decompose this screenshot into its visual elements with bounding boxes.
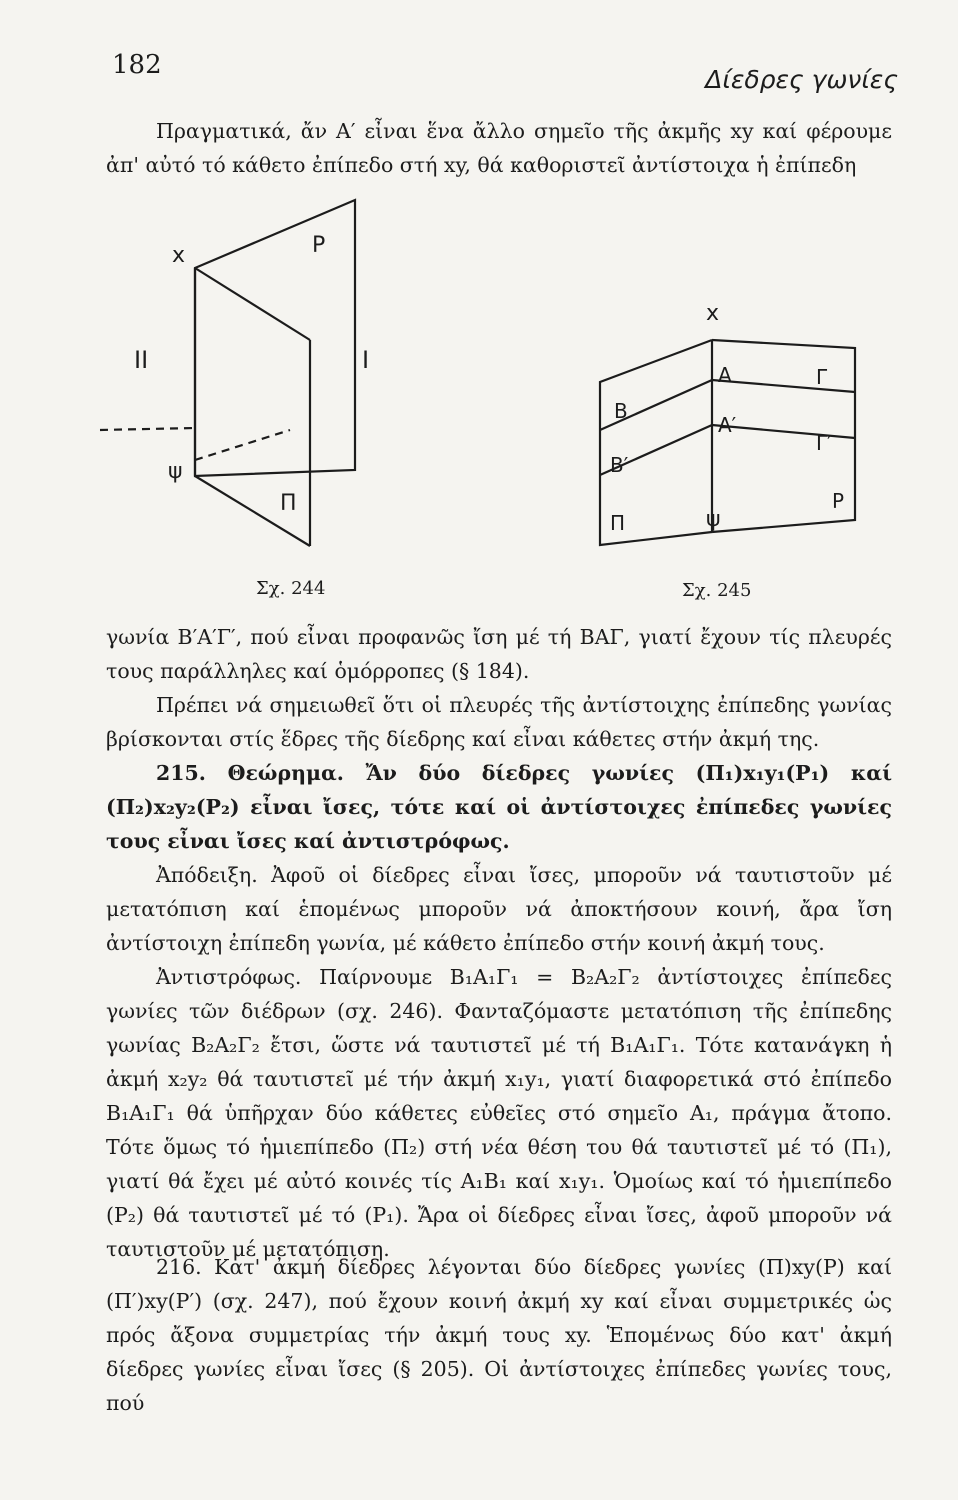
proof-paragraph: Ἀπόδειξη. Ἀφοῦ οἱ δίεδρες εἶναι ἴσες, μποροῦν νά ταυτιστοῦν μέ μετατόπιση καί ἑπομένως μποροῦν νά ἀποκτήσουν κοινή, ἄρα ἴση ἀντίστοιχη ἐπίπεδη γωνία, μέ κάθετο ἐπίπεδο στήν κοινή ἀκμή τους. xyxy=(106,863,892,955)
label-g: Γ xyxy=(816,365,828,389)
label-ii: II xyxy=(134,346,149,374)
figure-245 xyxy=(590,301,890,560)
label-y: ψ xyxy=(706,507,721,532)
label-a2: Α′ xyxy=(718,413,737,437)
converse-paragraph: Ἀντιστρόφως. Παίρνουμε Β₁Α₁Γ₁ = Β₂Α₂Γ₂ ἀντίστοιχες ἐπίπεδες γωνίες τῶν διέδρων (σχ. 246). Φανταζόμαστε μετατόπιση τῆς ἐπίπεδης γωνίας Β₂Α₂Γ₂ ἔτσι, ὥστε νά ταυτιστεῖ μέ τή Β₁Α₁Γ₁. Τότε κατανάγκη ἡ ἀκμή x₂y₂ θά ταυτιστεῖ μέ τήν ἀκμή x₁y₁, γιατί διαφορετικά στό ἐπίπεδο Β₁Α₁Γ₁ θά ὑπῆρχαν δύο κάθετες εὐθεῖες στό σημεῖο Α₁, πράγμα ἄτοπο. Τότε ὅμως τό ἡμιεπίπεδο (Π₂) στή νέα θέση του θά ταυτιστεῖ μέ τό (Π₁), γιατί θά ἔχει μέ αὐτό κοινές τίς Α₁Β₁ καί x₁y₁. Ὁμοίως καί τό ἡμιεπίπεδο (Ρ₂) θά ταυτιστεῖ μέ τό (Ρ₁). Ἄρα οἱ δίεδρες εἶναι ἴσες, ἀφοῦ μποροῦν νά ταυτιστοῦν μέ μετατόπιση. xyxy=(106,965,892,1261)
caption-245: Σχ. 245 xyxy=(682,580,752,601)
side-ag xyxy=(712,380,855,392)
dashed-plane-line xyxy=(100,428,195,430)
paragraph-2: γωνία Β′Α′Γ′, πού εἶναι προφανῶς ἴση μέ τή ΒΑΓ, γιατί ἔχουν τίς πλευρές τους παράλληλες καί ὁμόρροπες (§ 184). xyxy=(106,625,892,683)
running-head: Δίεδρες γωνίες xyxy=(705,65,898,94)
half-plane-pi-top xyxy=(195,268,310,340)
dashed-plane-line-2 xyxy=(195,430,290,460)
section-216: 216. Κατ' ἀκμή δίεδρες λέγονται δύο δίεδρες γωνίες (Π)xy(Ρ) καί (Π′)xy(Ρ′) (σχ. 247), πού ἔχουν κοινή ἀκμή xy καί εἶναι συμμετρικές ὡς πρός ἄξονα συμμετρίας τήν ἀκμή τους xy. Ἑπομένως δύο κατ' ἀκμή δίεδρες γωνίες εἶναι ἴσες (§ 205). Οἱ ἀντίστοιχες ἐπίπεδες γωνίες τους, πού xyxy=(106,1255,892,1415)
page-number: 182 xyxy=(112,50,162,80)
figure-244 xyxy=(120,200,420,560)
label-g2: Γ′ xyxy=(816,431,832,455)
theorem-215: 215. Θεώρημα. Ἄν δύο δίεδρες γωνίες (Π₁)x₁y₁(Ρ₁) καί (Π₂)x₂y₂(Ρ₂) εἶναι ἴσες, τότε καί οἱ ἀντίστοιχες ἐπίπεδες γωνίες τους εἶναι ἴσες καί ἀντιστρόφως. xyxy=(106,761,892,853)
paragraph-3: Πρέπει νά σημειωθεῖ ὅτι οἱ πλευρές τῆς ἀντίστοιχης ἐπίπεδης γωνίας βρίσκονται στίς ἕδρες τῆς δίεδρης καί εἶναι κάθετες στήν ἀκμή της. xyxy=(106,693,892,751)
paragraph-1: Πραγματικά, ἄν Α′ εἶναι ἕνα ἄλλο σημεῖο τῆς ἀκμῆς xy καί φέρουμε ἀπ' αὐτό τό κάθετο ἐπίπεδο στή xy, θά καθοριστεῖ ἀντίστοιχα ἡ ἐπίπεδη xyxy=(106,119,892,177)
label-pi: Π xyxy=(280,491,297,516)
label-b: Β xyxy=(614,399,628,423)
label-p: Ρ xyxy=(312,233,326,258)
label-x: x xyxy=(172,243,186,268)
label-y: ψ xyxy=(168,459,183,484)
caption-244: Σχ. 244 xyxy=(256,578,326,599)
label-x: x xyxy=(706,301,720,326)
label-b2: Β′ xyxy=(610,453,629,477)
label-i: I xyxy=(362,346,370,374)
half-plane-p xyxy=(195,200,355,476)
label-pi: Π xyxy=(610,511,626,535)
label-p: Ρ xyxy=(832,489,845,513)
label-a: Α xyxy=(718,363,732,387)
